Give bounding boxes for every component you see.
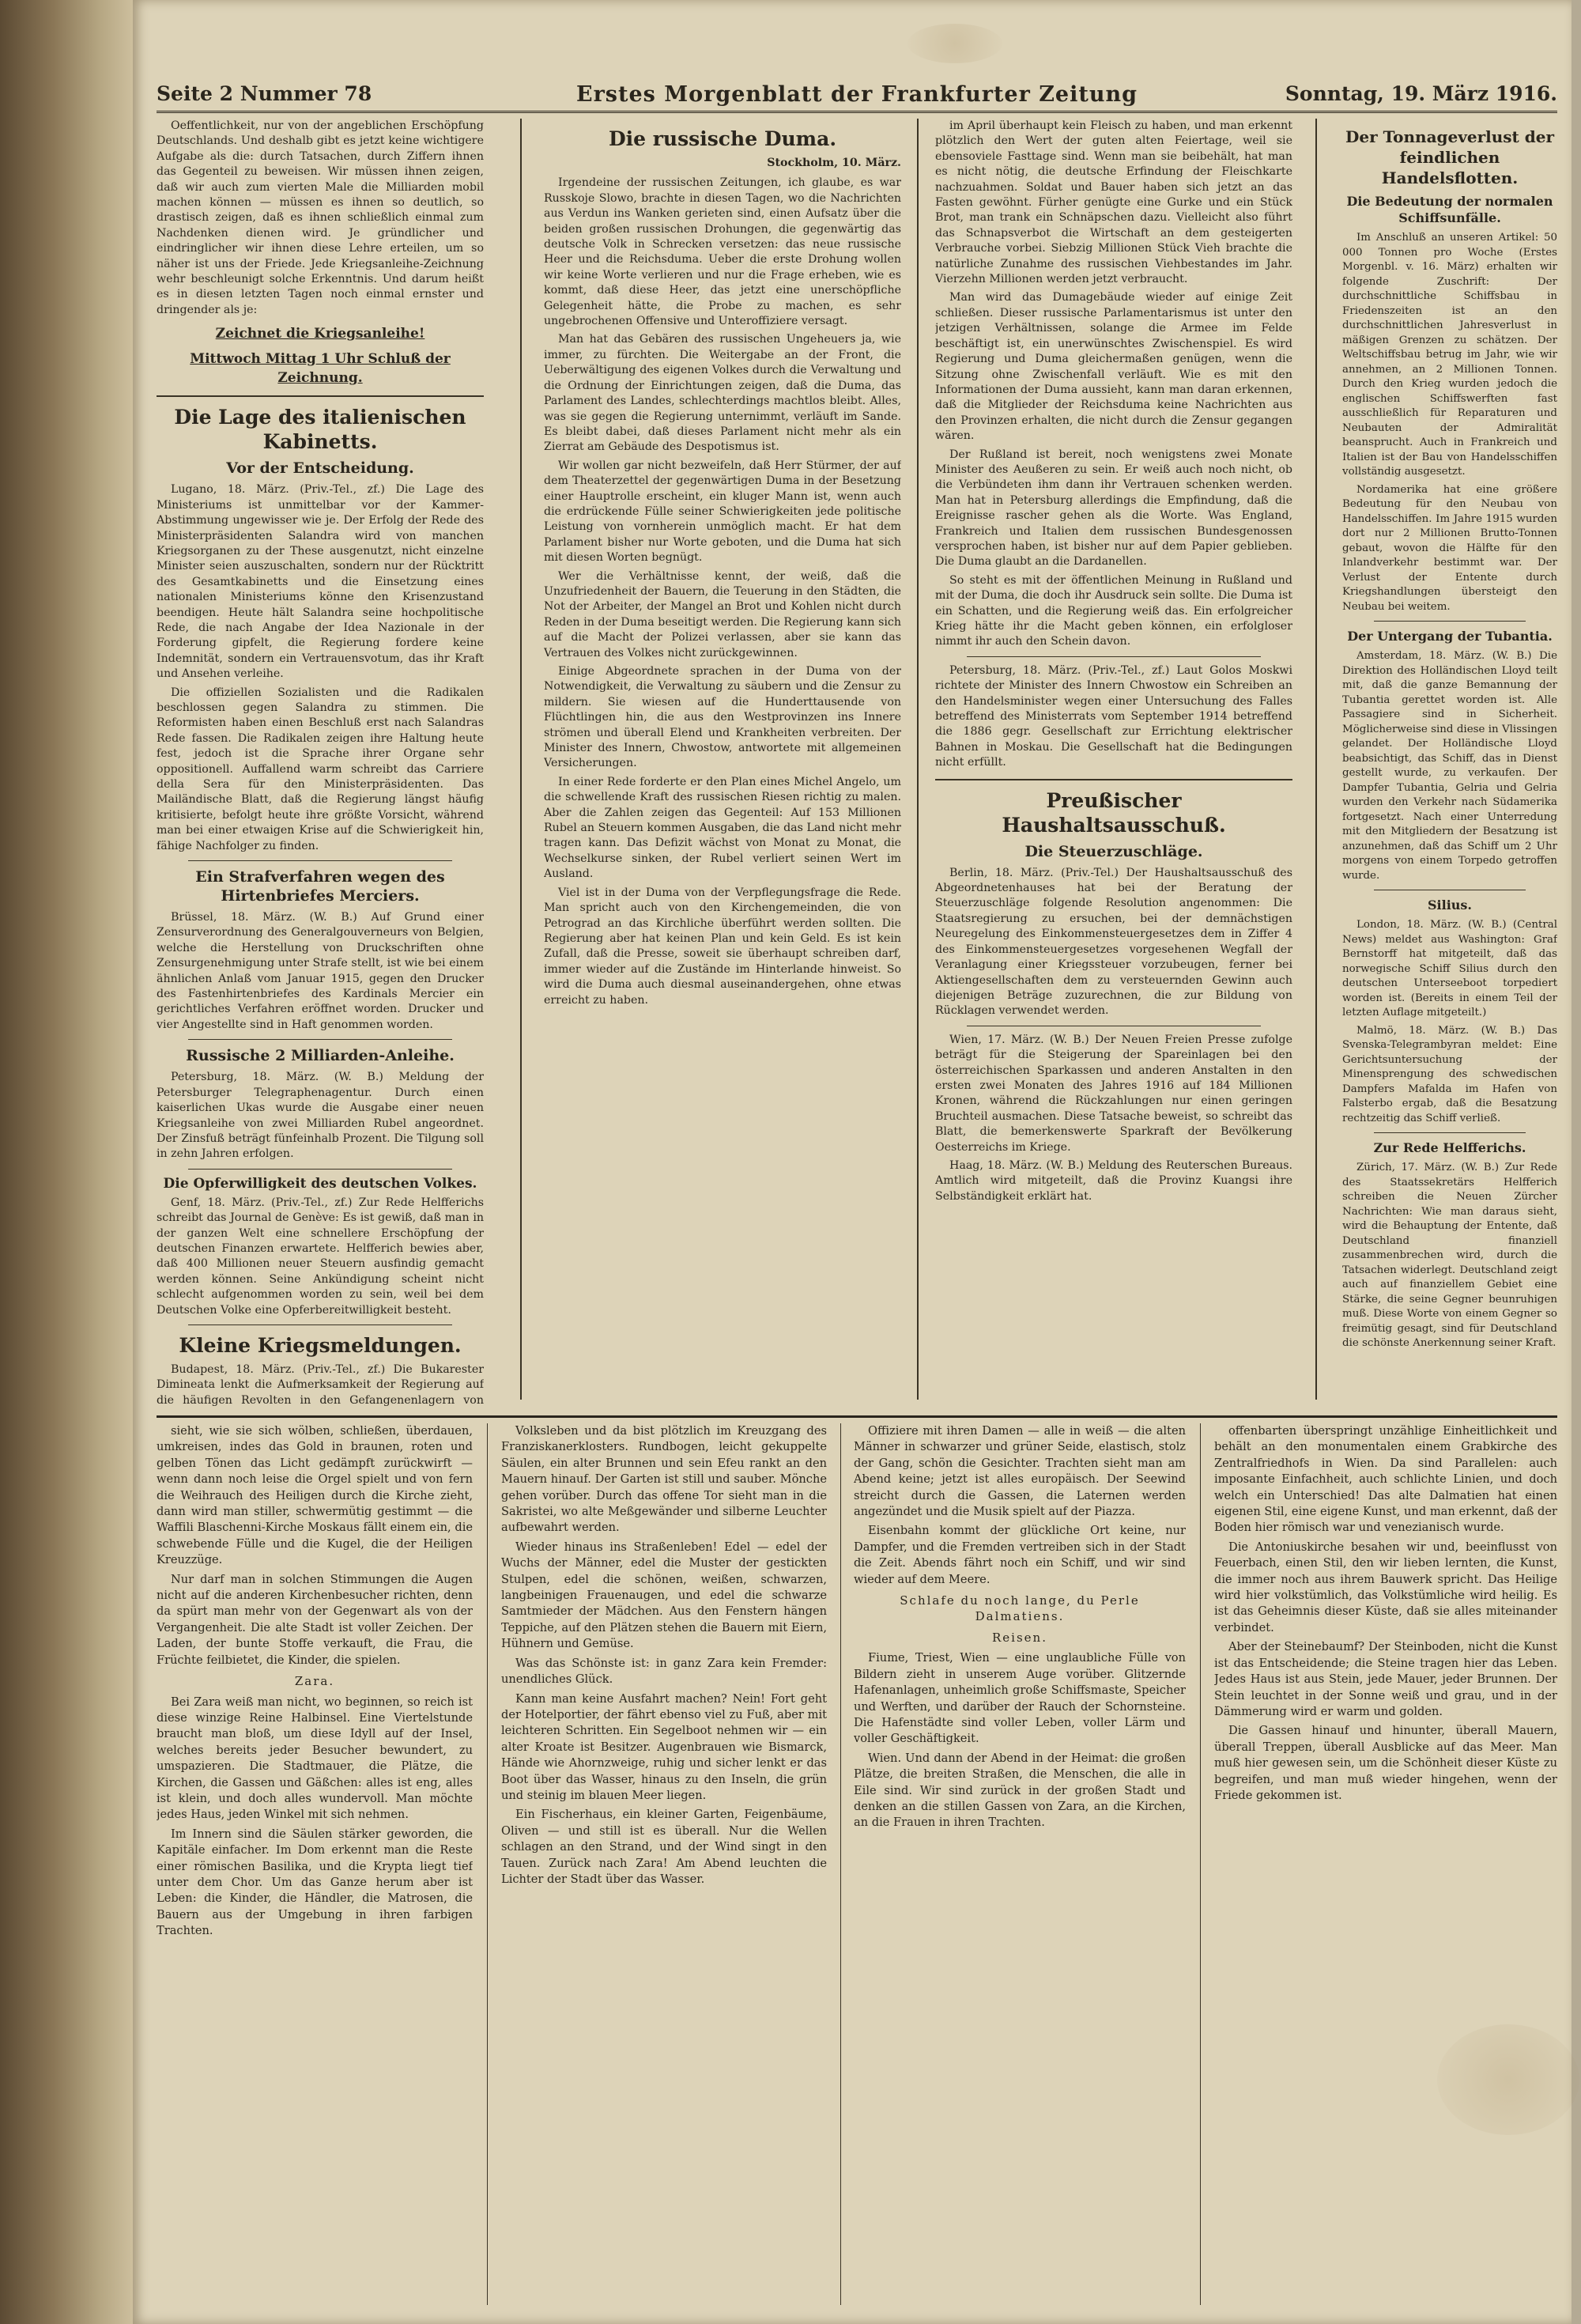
headline-tubantia: Der Untergang der Tubantia. (1347, 629, 1553, 644)
article-body: Im Anschluß an unseren Artikel: 50 000 Tonnen pro Woche (Erstes Morgenbl. v. 16. März) erhalten wir folgende Zuschrift: Der durchschnittliche Schiffsbau in Friedenszeiten ist an den durchschnittlichen Jahresverlust in mäßigen Grenzen zu schätzen. Der Weltschiffsbau betrug im Jahr, wie wir annehmen, an 2 Millionen Tonnen. Durch den Krieg wurden jedoch die englischen Schiffswerften fast ausschließlich für Reparaturen und Neubauten der Admiralität beansprucht. Auch in Frankreich und Italien ist der Bau von Handelsschiffen vollständig ausgesetzt. (1342, 232, 1557, 478)
section-title-zara: Zara. (294, 1674, 335, 1689)
article-body: In einer Rede forderte er den Plan eines Michel Angelo, um die schwellende Kraft des russischen Riesen richtig zu malen. Aber die Zahlen zeigen das Gegenteil: Auf 153 Millionen Rubel an Steuern kommen Ausgaben, die das Land nicht mehr tragen kann. Das Defizit wächst von Monat zu Monat, die Wechselkurse sinken, der Rubel verliert seinen Wert im Ausland. (544, 775, 901, 881)
feuilleton-column-1 (157, 1423, 473, 2313)
article-body: Petersburg, 18. März. (Priv.-Tel., zf.) Laut Golos Moskwi richtete der Minister des Innern Chwostow ein Schreiben an den Handelsminister wegen einer Untersuchung des Falles betreffend des Ministerrats vom September 1914 betreffend die 1886 gegr. Gesellschaft zur Errichtung elektrischer Bahnen in Moskau. Die Gesellschaft hat die Bedingungen nicht erfüllt. (935, 663, 1292, 769)
article-body: Einige Abgeordnete sprachen in der Duma von der Notwendigkeit, die Verwaltung zu säubern und die Zensur zu mildern. Sie wiesen auf die Hunderttausende von Flüchtlingen hin, die aus den Westprovinzen ins Innere strömen und überall Elend und Krankheiten verbreiten. Der Minister des Innern, Chwostow, antwortete mit allgemeinen Versicherungen. (544, 665, 901, 770)
feuilleton-text: Bei Zara weiß man nicht, wo beginnen, so reich ist diese winzige Reine Halbinsel. Eine Viertelstunde braucht man bloß, um diese Idyll auf der Insel, welches bereits jeder Besucher bewundert, zu umspazieren. Die Stadtmauer, die Plätze, die Kirchen, die Gassen und Gäßchen: alles ist eng, alles ist klein, und doch alles wundervoll. Man möchte jedes Haus, jeden Winkel mit sich nehmen. (157, 1695, 473, 1822)
divider (967, 656, 1261, 657)
feuilleton-text: Nur darf man in solchen Stimmungen die Augen nicht auf die anderen Kirchenbesucher richten, denn da spürt man mehr von der Gegenwart als von der Vergangenheit. Die alte Stadt ist voller Zeichen. Der Laden, der bunte Stoffe verkauft, die Frau, die Früchte feilbietet, die Kinder, die spielen. (157, 1572, 473, 1667)
divider (188, 860, 452, 861)
feuilleton-text: Wieder hinaus ins Straßenleben! Edel — edel der Wuchs der Männer, edel die Muster der gestickten Stulpen, edel die schönen, weißen, schwarzen, langbeinigen Frauenaugen, und edel die schwarze Samtmieder der Mädchen. Aus den Fenstern hängen Teppiche, auf den Plätzen stehen die Bauern mit Eiern, Hühnern und Gemüse. (501, 1540, 827, 1651)
feuilleton-text: Volksleben und da bist plötzlich im Kreuzgang des Franziskanerklosters. Rundbogen, leicht gekuppelte Säulen, ein alter Brunnen und sein Efeu rankt an den Mauern hinauf. Der Garten ist still und sauber. Mönche gehen vorüber. Durch das offene Tor sieht man in die Sakristei, wo alte Meßgewänder und silberne Leuchter aufbewahrt werden. (501, 1424, 827, 1535)
divider (188, 1169, 452, 1170)
feuilleton-column-4 (1214, 1423, 1557, 2313)
column-rule (1315, 119, 1317, 1400)
divider (157, 395, 484, 397)
newspaper-page (133, 0, 1572, 2324)
article-body: Budapest, 18. März. (Priv.-Tel., zf.) Die Bukarester Dimineata lenkt die Aufmerksamkeit der Regierung auf die häufigen Revolten in den Gefangenenlagern von (157, 1362, 484, 1407)
headline-silius: Silius. (1428, 897, 1472, 913)
headline-war-reports: Kleine Kriegsmeldungen. (179, 1333, 462, 1357)
article-body: Brüssel, 18. März. (W. B.) Auf Grund einer Zensurverordnung des Generalgouverneurs von Belgien, welche die Herstellung von Druckschriften ohne Zensurgenehmigung unter Strafe stellt, ist wie bei einem ähnlichen Anlaß vom Januar 1915, gegen den Drucker des Fastenhirtenbriefes des Kardinals Mercier ein gerichtliches Verfahren eröffnet worden. Drucker und vier Angestellte sind in Haft genommen worden. (157, 911, 484, 1031)
subheadline-decision: Vor der Entscheidung. (226, 459, 414, 478)
article-body: Zürich, 17. März. (W. B.) Zur Rede des Staatssekretärs Helfferich schreiben die Neuen Zürcher Nachrichten: Wie man daraus sieht, wird die Behauptung der Entente, daß Deutschland finanziell zusammenbrechen wird, durch die Tatsachen widerlegt. Deutschland zeigt auch auf finanziellem Gebiet eine Stärke, die seine Gegner beunruhigen muß. Diese Worte von einem Gegner so freimütig gesagt, sind für Deutschland die schönste Anerkennung seiner Kraft. (1342, 1162, 1557, 1349)
article-body: Lugano, 18. März. (Priv.-Tel., zf.) Die Lage des Ministeriums ist unmittelbar vor der Kammer-Abstimmung ungewisser wie je. Der Erfolg der Rede des Ministerpräsidenten Salandra wird von manchen Kriegsorganen zu der These ausgenutzt, nicht einzelne Minister seien auszuschalten, sondern nur der Rücktritt des Gesamtkabinetts und die Einsetzung eines nationalen Ministeriums könne den Krisenzustand beendigen. Heute hält Salandra seine hochpolitische Rede, die nach Angabe der Idea Nazionale in der Forderung gipfelt, die Regierung fordere keine Indemnität, sondern ein Vertrauensvotum, das ihr Kraft und Ansehen verleihe. (157, 483, 484, 681)
article-body: Amsterdam, 18. März. (W. B.) Die Direktion des Holländischen Lloyd teilt mit, daß die ganze Bemannung der Tubantia gerettet worden ist. Alle Passagiere sind in Sicherheit. Möglicherweise sind diese in Vlissingen gelandet. Der Holländische Lloyd beabsichtigt, das Schiff, das in Dienst gestellt wurde, zu verkaufen. Der Dampfer Tubantia, Gelria und Gelria wurden den Verkehr nach Südamerika fortgesetzt. Nach einer Unterredung mit den Mitgliedern der Besatzung ist anzunehmen, daß das Schiff um 2 Uhr morgens von einem Torpedo getroffen wurde. (1342, 650, 1557, 882)
article-body: Haag, 18. März. (W. B.) Meldung des Reuterschen Bureaus. Amtlich wird mitgeteilt, daß die Provinz Kuangsi ihre Selbständigkeit erklärt hat. (935, 1158, 1292, 1203)
feuilleton-text: Die Antoniuskirche besahen wir und, beeinflusst von Feuerbach, einen Stil, den wir lieben lernten, die Kunst, die immer noch aus ihrem Bauwerk spricht. Das Heilige wird hier volkstümlich, das Volkstümliche wird heilig. Es ist das Geheimnis dieser Küste, daß sie alles miteinander verbindet. (1214, 1540, 1557, 1634)
subscription-deadline: Mittwoch Mittag 1 Uhr Schluß der Zeichnung. (190, 351, 451, 387)
feuilleton-text: sieht, wie sie sich wölben, schließen, überdauen, umkreisen, indes das Gold in braunen, roten und gelben Tönen das Licht gedämpft zurückwirft — wenn dann noch leise die Orgel spielt und von fern die Weihrauch des Heiligen durch die Kirche zieht, dann wird man stiller, schwermütig gestimmt — die Waffili Blaschenni-Kirche Moskaus fällt einem ein, die schwebende Fülle und die Kugel, die der Heiligen Kreuzzüge. (157, 1424, 473, 1567)
newspaper-title: Erstes Morgenblatt der Frankfurter Zeitung (576, 82, 1138, 107)
headline-mercier: Ein Strafverfahren wegen des Hirtenbriefes Merciers. (195, 868, 445, 905)
divider (935, 779, 1292, 780)
column-rule (840, 1423, 841, 2305)
column-1 (157, 119, 484, 1408)
column-4 (1342, 119, 1557, 1408)
divider (188, 1039, 452, 1040)
headline-sacrifice: Die Opferwilligkeit des deutschen Volkes. (163, 1175, 477, 1192)
feuilleton-column-2 (501, 1423, 827, 2313)
article-body: Nordamerika hat eine größere Bedeutung für den Neubau von Handelsschiffen. Im Jahre 1915 wurden dort nur 2 Millionen Brutto-Tonnen gebaut, wovon die Hälfte für den Inlandverkehr bestimmt war. Der Verlust der Entente durch Kriegshandlungen übersteigt den Neubau bei weitem. (1342, 483, 1557, 613)
column-rule (520, 119, 522, 1400)
article-body: Wien, 17. März. (W. B.) Der Neuen Freien Presse zufolge beträgt für die Steigerung der Spareinlagen bei den österreichischen Sparkassen und anderen Anstalten in den ersten zwei Monaten des Jahres 1916 auf 184 Millionen Kronen, während die Rückzahlungen nur einen geringen Bruchteil ausmachen. Diese Tatsache beweist, so schreibt das Blatt, die bemerkenswerte Sparkraft der Bevölkerung Oesterreichs im Kriege. (935, 1033, 1292, 1154)
headline-prussian-budget: Preußischer Haushaltsausschuß. (1002, 788, 1226, 837)
article-body: Viel ist in der Duma von der Verpflegungsfrage die Rede. Man spricht auch von den Kirchengemeinden, die von Petrograd an das Kirchliche überführt werden sollten. Die Regierung aber hat keinen Plan und kein Geld. Es ist kein Zufall, daß die Presse, soweit sie überhaupt schreiben darf, immer wieder auf die Zustände im Hinterlande hinweist. So wird die Duma auch diesmal auseinandergehen, ohne etwas erreicht zu haben. (544, 886, 901, 1007)
section-title-reisen: Reisen. (992, 1630, 1047, 1645)
article-body: London, 18. März. (W. B.) (Central News) meldet aus Washington: Graf Bernstorff hat mitgeteilt, daß das norwegische Schiff Silius durch den deutschen Unterseeboot torpediert worden ist. (Bereits in einem Teil der letzten Auflage mitgeteilt.) (1342, 919, 1557, 1018)
column-rule (487, 1423, 488, 2305)
feuilleton-text: Die Gassen hinauf und hinunter, überall Mauern, überall Treppen, überall Ausblicke auf das Meer. Man muß hier gewesen sein, um die Schönheit dieser Küste zu begreifen, und man muß wieder hingehen, wenn der Friede gekommen ist. (1214, 1724, 1557, 1802)
article-body: So steht es mit der öffentlichen Meinung in Rußland und mit der Duma, die doch ihr Ausdruck sein sollte. Die Duma ist ein Schatten, und die Regierung weiß das. Ein erfolgreicher Krieg hätte ihr die Macht geben können, ein erfolgloser nimmt ihr auch den Schein davon. (935, 573, 1292, 648)
column-3 (935, 119, 1292, 1408)
masthead (157, 82, 1557, 113)
headline-russian-loan: Russische 2 Milliarden-Anleihe. (186, 1047, 455, 1065)
feuilleton-column-3 (854, 1423, 1186, 2313)
feuilleton-text: Was das Schönste ist: in ganz Zara kein Fremder: unendliches Glück. (501, 1656, 827, 1687)
feuilleton-text: Aber der Steinebaumf? Der Steinboden, nicht die Kunst ist das Entscheidende; die Steine tragen hier das Leben. Jedes Haus ist aus Stein, jede Mauer, jeder Brunnen. Der Stein leuchtet in der Sonne weiß und grau, und in der Dämmerung wird er warm und golden. (1214, 1640, 1557, 1718)
divider (1374, 1132, 1526, 1133)
article-body: Malmö, 18. März. (W. B.) Das Svenska-Telegrambyran meldet: Eine Gerichtsuntersuchung der Minensprengung des schwedischen Dampfers Mafalda im Hafen von Falsterbo ergab, daß die Besatzung rechtzeitig das Schiff verließ. (1342, 1024, 1557, 1124)
article-body: im April überhaupt kein Fleisch zu haben, und man erkennt plötzlich den Wert der guten alten Feiertage, weil sie ebensoviele Fasttage sind. Wenn man sie beibehält, hat man es nicht nötig, die deutsche Erfindung der Fleischkarte nachzuahmen. Soldat und Bauer haben sich jetzt an das Fasten gewöhnt. Fürher genügte eine Gurke und ein Stück Brot, man trank ein Schnäpschen dazu. Vielleicht also führt das Schnapsverbot die Wirtschaft an dem gesteigerten Verbrauche vorbei. Siebzig Millionen Stück Vieh brachte die natürliche Zunahme des russischen Viehbestandes im Jahr. Vierzehn Millionen werden jetzt verbraucht. (935, 119, 1292, 286)
article-body: Man wird das Dumagebäude wieder auf einige Zeit schließen. Dieser russische Parlamentarismus ist unter den jetzigen Verhältnissen, solange die Armee im Felde beschäftigt ist, ein unerwünschtes Zwischenspiel. Es wird Regierung und Duma gleichermaßen genügen, wenn die Sitzung ohne Zwischenfall verläuft. Wie es mit den Informationen der Duma aussieht, kann man daran erkennen, daß die Mitglieder der Reichsduma keine Nachrichten aus den Provinzen erhalten, die nicht durch die Zensur gegangen wären. (935, 291, 1292, 443)
feuilleton-divider (157, 1415, 1557, 1418)
article-body: Genf, 18. März. (Priv.-Tel., zf.) Zur Rede Helfferichs schreibt das Journal de Genève: Es ist gewiß, daß man in der ganzen Welt eine schnellere Erschöpfung der deutschen Finanzen erwartete. Helfferich bewies aber, daß 400 Millionen neuer Steuern ausfindig gemacht werden können. Seine Ankündigung scheint nicht schlecht aufgenommen worden zu sein, weil bei dem Deutschen Volke eine Opferbereitwilligkeit besteht. (157, 1196, 484, 1317)
column-rule (917, 119, 919, 1400)
headline-helfferich: Zur Rede Helfferichs. (1373, 1140, 1526, 1155)
subheadline-tax-surcharges: Die Steuerzuschläge. (1024, 842, 1203, 860)
dateline: Stockholm, 10. März. (767, 157, 901, 169)
headline-italian-cabinet: Die Lage des italienischen Kabinetts. (174, 406, 466, 454)
article-body: Wer die Verhältnisse kennt, der weiß, daß die Unzufriedenheit der Bauern, die Teuerung in den Städten, die Not der Arbeiter, der Mangel an Brot und Kohlen nicht durch Reden in der Duma beseitigt werden. Die Regierung kann sich auf die Macht der Polizei verlassen, aber sie kann das Vertrauen des Volkes nicht zurückgewinnen. (544, 569, 901, 659)
subheadline-ship-accidents: Die Bedeutung der normalen Schiffsunfälle. (1346, 194, 1553, 225)
book-binding-shadow (0, 0, 133, 2324)
feuilleton-text: Wien. Und dann der Abend in der Heimat: die großen Plätze, die breiten Straßen, die Menschen, die alle in Eile sind. Wir sind zurück in der großen Stadt und denken an die stillen Gassen von Zara, an die Kirchen, an die Frauen in ihren Trachten. (854, 1751, 1186, 1830)
column-2 (544, 119, 901, 1408)
feuilleton-text: Ein Fischerhaus, ein kleiner Garten, Feigenbäume, Oliven — und still ist es überall. Nur die Wellen schlagen an den Strand, und der Wind singt in den Tauen. Zurück nach Zara! Am Abend leuchten die Lichter der Stadt über das Wasser. (501, 1808, 827, 1886)
feuilleton-text: offenbarten überspringt unzählige Einheitlichkeit und behält an den monumentalen einem Grabkirche des Zentralfriedhofs in Wien. Da sind Parallelen: auch imposante Einfachheit, auch schlichte Linien, und doch welch ein Unterschied! Das alte Dalmatien hat einen eigenen Stil, eine eigene Kunst, und man erkennt, daß der Boden hier römisch war und venezianisch wurde. (1214, 1424, 1557, 1535)
feuilleton-text: Eisenbahn kommt der glückliche Ort keine, nur Dampfer, und die Fremden vertreiben sich in der Stadt die Zeit. Abends fährt noch ein Schiff, und wir sind wieder auf dem Meere. (854, 1524, 1186, 1586)
article-body: Irgendeine der russischen Zeitungen, ich glaube, es war Russkoje Slowo, brachte in diesen Tagen, wo die Nachrichten aus Verdun ins Wanken gerieten sind, einen Aufsatz über die beiden großen russischen Drohungen, die gegenwärtig das deutsche Volk in Schrecken versetzen: das neue russische Heer und die Reichsduma. Ueber die erste Drohung wollen wir keine Worte verlieren und nur die Frage erheben, wie es kommt, daß diese Heer, das jetzt eine unerschöpfliche Gelegenheit hätte, die Probe zu machen, es sehr ungebrochenen Offensive und Unteroffiziere versagt. (544, 176, 901, 328)
feuilleton-text: Kann man keine Ausfahrt machen? Nein! Fort geht der Hotelportier, der fährt ebenso viel zu Fuß, aber mit leichteren Schritten. Ein Segelboot nehmen wir — ein alter Kroate ist Besitzer. Augenbrauen wie Bismarck, Hände wie Ahornzweige, ruhig und sicher lenkt er das Boot über das Wasser, hinaus zu den Inseln, die grün und steinig im blauen Meer liegen. (501, 1691, 827, 1802)
article-body: Petersburg, 18. März. (W. B.) Meldung der Petersburger Telegraphenagentur. Durch einen kaiserlichen Ukas wurde die Ausgabe einer neuen Kriegsanleihe von zwei Milliarden Rubel angeordnet. Der Zinsfuß beträgt fünfeinhalb Prozent. Die Tilgung soll in zehn Jahren erfolgen. (157, 1071, 484, 1161)
article-body: Wir wollen gar nicht bezweifeln, daß Herr Stürmer, der auf dem Theaterzettel der gegenwärtigen Duma in der Besetzung einer Hauptrolle erscheint, ein kluger Mann ist, wenn auch die erdrückende Fülle seiner Schwierigkeiten jede politische Leistung von vornherein unmöglich macht. Er hat dem Parlament bisher nur Worte geboten, und die Duma hat sich mit diesen Worten begnügt. (544, 459, 901, 565)
article-body: Die offiziellen Sozialisten und die Radikalen beschlossen gegen Salandra zu stimmen. Die Reformisten haben einen Beschluß erst nach Salandras Rede fassen. Die Radikalen zeigen ihre Haltung heute fest, jedoch ist die Sprache ihrer Organe sehr oppositionell. Auffallend warm schreibt das Carriere della Sera für den Ministerpräsidenten. Das Mailändische Blatt, daß die Regierung längst häufig kritisierte, befolgt heute ihre größte Vorsicht, während man bei einer etwaigen Krise auf die Schwierigkeit hin, fähige Nachfolger zu finden. (157, 686, 484, 852)
feuilleton-text: Fiume, Triest, Wien — eine unglaubliche Fülle von Bildern zieht in unserem Auge vorüber. Glitzernde Hafenanlagen, unheimlich große Schiffsmaste, Speicher und Werften, und darüber der Rauch der Schornsteine. Die Hafenstädte sind voller Leben, voller Lärm und voller Geschäftigkeit. (854, 1651, 1186, 1746)
issue-date: Sonntag, 19. März 1916. (1285, 82, 1557, 105)
divider (188, 1324, 452, 1325)
headline-tonnage: Der Tonnageverlust der feindlichen Handelsflotten. (1345, 127, 1554, 187)
article-body: Man hat das Gebären des russischen Ungeheuers ja, wie immer, zu fürchten. Die Weitergabe an der Front, die Ueberwältigung des eigenen Volkes durch die Verwaltung und die Ordnung der Einrichtungen zeigen, daß die Duma, das Parlament des Landes, schlechterdings machtlos bleibt. Alles, was sie gegen die Regierung unternimmt, verläuft im Sande. Es bleibt dabei, daß dieses Parlament nicht mehr als ein Zierrat am Gebäude des Despotismus ist. (544, 333, 901, 454)
column-rule (1200, 1423, 1201, 2305)
article-continuation: Oeffentlichkeit, nur von der angeblichen Erschöpfung Deutschlands. Und deshalb gibt es jetzt keine wichtigere Aufgabe als die: durch Tatsachen, durch Ziffern ihnen das Gegenteil zu beweisen. Wir müssen ihnen zeigen, daß wir auch zum vierten Male die Milliarden mobil machen können — müssen es ihnen so deutlich, so drastisch zeigen, daß es ihnen schließlich einmal zum Nachdenken dienen wird. Je gründlicher und eindringlicher wir ihnen diese Lehre erteilen, um so näher ist uns der Friede. Jede Kriegsanleihe-Zeichnung wehr beschleunigt solche Erkenntnis. Und darum heißt es in diesen letzten Tagen noch einmal ernster und dringender als je: (157, 119, 484, 316)
page-number: Seite 2 Nummer 78 (157, 82, 372, 105)
closing-line: Schlafe du noch lange, du Perle Dalmatiens. (900, 1593, 1140, 1624)
headline-duma: Die russische Duma. (608, 127, 837, 150)
war-loan-appeal: Zeichnet die Kriegsanleihe! (215, 326, 425, 342)
article-body: Der Rußland ist bereit, noch wenigstens zwei Monate Minister des Aeußeren zu sein. Er weiß auch noch nicht, ob die Verbündeten ihm dann ihr Vertrauen schenken werden. Man hat in Petersburg allerdings die Empfindung, daß die Ereignisse rascher gehen als die Worte. Was England, Frankreich und Italien dem russischen Bundesgenossen versprochen haben, ist bisher nur auf dem Papier geblieben. Die Duma glaubt an die Dardanellen. (935, 448, 1292, 569)
feuilleton-text: Offiziere mit ihren Damen — alle in weiß — die alten Männer in schwarzer und grüner Seide, elastisch, stolz der Gang, schön die Gesichter. Trachten sieht man am Abend keine; jetzt ist alles europäisch. Der Seewind streicht durch die Gassen, die Laternen werden angezündet und die Musik spielt auf der Piazza. (854, 1424, 1186, 1519)
article-body: Berlin, 18. März. (Priv.-Tel.) Der Haushaltsausschuß des Abgeordnetenhauses hat bei der Beratung der Steuerzuschläge folgende Resolution angenommen: Die Staatsregierung zu ersuchen, bei der demnächstigen Neuregelung des Einkommensteuergesetzes dem in Ziffer 4 des Einkommensteuergesetzes vorgesehenen Wegfall der Veranlagung einer Kriegssteuer vorzubeugen, ferner bei Aktiengesellschaften dem zu versteuernden Gewinn auch diejenigen Beträge zuzurechnen, die zur Bildung von Rücklagen verwendet werden. (935, 866, 1292, 1018)
divider (1374, 621, 1526, 622)
feuilleton-text: Im Innern sind die Säulen stärker geworden, die Kapitäle einfacher. Im Dom erkennt man die Reste einer römischen Basilika, und die Krypta liegt tief unter dem Chor. Um das Ganze herum aber ist Leben: die Kinder, die Händler, die Matrosen, die Bauern aus der Umgebung in ihren farbigen Trachten. (157, 1827, 473, 1938)
